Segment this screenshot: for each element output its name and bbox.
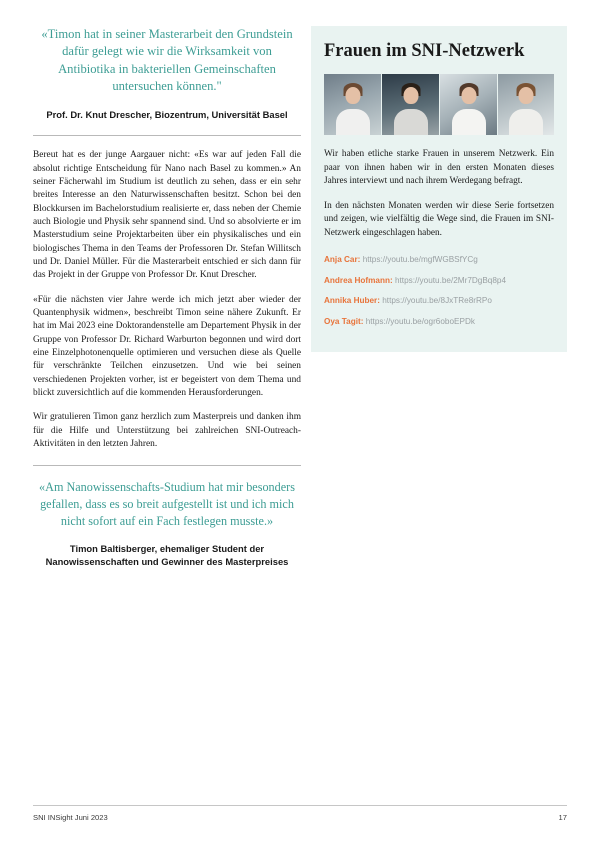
portrait-photo-strip <box>324 74 554 135</box>
sidebar-paragraph: Wir haben etliche starke Frauen in unserem Netzwerk. Ein paar von ihnen haben wir in den ersten Monaten dieses Jahres interviewt und nach ihrem Werdegang befragt. <box>324 149 554 187</box>
video-link-item[interactable] <box>324 255 554 266</box>
pullquote-bottom-attribution: Timon Baltisberger, ehemaliger Student der Nanowissenschaften und Gewinner des Masterpreises <box>45 542 289 568</box>
page-number: 17 <box>558 813 567 822</box>
portrait-photo <box>498 74 554 135</box>
body-paragraph: «Für die nächsten vier Jahre werde ich mich jetzt aber wieder der Quantenphysik widmen», beschreibt Timon seine nähere Zukunft. Er hat im Mai 2023 eine Doktorandenstelle am Departement Physik in der Gruppe von Professor Dr. Richard Warburton begonnen und wird dort eine Einzelphotonenquelle optimieren und versuchen diese als Quelle für verschränkte Teilchen einzusetzen. Und wie bei seinen verschiedenen Projekten vorher, ist er begeistert von dem Thema und blickt zuversichtlich auf die kommenden Herausforderungen. <box>33 294 301 399</box>
portrait-photo <box>440 74 497 135</box>
video-link-url[interactable]: https://youtu.be/mgfWGBSfYCg <box>362 255 478 264</box>
video-link-name: Anja Car: <box>324 255 361 264</box>
portrait-photo <box>324 74 381 135</box>
pullquote-top-attribution: Prof. Dr. Knut Drescher, Biozentrum, Universität Basel <box>46 108 288 120</box>
video-link-item[interactable] <box>324 276 554 287</box>
video-link-url[interactable]: https://youtu.be/8JxTRe8rRPo <box>382 296 492 306</box>
left-column <box>33 26 301 568</box>
body-paragraph: Bereut hat es der junge Aargauer nicht: «Es war auf jeden Fall die absolut richtige Entscheidung für Nano nach Basel zu kommen.» An seiner Fächerwahl im Studium ist deutlich zu sehen, dass er ein sehr breites Interesse an den Naturwissenschaften besitzt. Schon bei den Blockkursen im Bachelorstudium realisierte er, dass neben der Chemie auch Biologie und Physik sehr spannend sind. Und so absolvierte er im Masterstudium seine Projektarbeiten über ein physikalisches und ein biologisches Thema in den Teams der Professoren Dr. Stefan Willitsch und Dr. Daniel Müller. Für die Masterarbeit entschied er sich dann für das Projekt in der Gruppe von Professor Dr. Knut Drescher. <box>33 150 301 281</box>
footer-issue-label: SNI INSight Juni 2023 <box>33 813 108 822</box>
divider-rule <box>33 135 301 136</box>
video-link-list <box>324 255 554 328</box>
video-link-item[interactable] <box>324 296 554 307</box>
video-link-url[interactable]: https://youtu.be/ogr6oboEPDk <box>365 316 475 326</box>
page-footer <box>33 813 567 822</box>
video-link-item[interactable] <box>324 317 554 328</box>
video-link-name: Annika Huber: <box>324 296 380 306</box>
body-paragraph: Wir gratulieren Timon ganz herzlich zum Masterpreis und danken ihm für die Hilfe und Unterstützung bei zahlreichen SNI-Outreach-Aktivitäten in den letzten Jahren. <box>33 412 301 450</box>
sidebar-box <box>311 26 567 352</box>
article-body <box>33 149 301 451</box>
sidebar-title: Frauen im SNI-Netzwerk <box>324 41 525 61</box>
portrait-photo <box>382 74 439 135</box>
video-link-name: Oya Tagit: <box>324 316 364 326</box>
pullquote-top: «Timon hat in seiner Masterarbeit den Grundstein dafür gelegt wie wir die Wirksamkeit von Antibiotika in bakteriellen Gemeinschaften untersuchen können." <box>41 27 293 94</box>
pullquote-bottom: «Am Nanowissenschafts-Studium hat mir besonders gefallen, dass es so breit aufgestellt ist und ich mich nicht sofort auf ein Fach festlegen musste.» <box>39 480 295 529</box>
sidebar-paragraph: In den nächsten Monaten werden wir diese Serie fortsetzen und zeigen, wie vielfältig die Wege sind, die Frauen im SNI-Netzwerk eingeschlagen haben. <box>324 200 554 238</box>
divider-rule-bottom <box>33 465 301 466</box>
video-link-url[interactable]: https://youtu.be/2Mr7DgBq8p4 <box>394 275 507 285</box>
footer-divider <box>33 805 567 806</box>
video-link-name: Andrea Hofmann: <box>324 275 393 285</box>
